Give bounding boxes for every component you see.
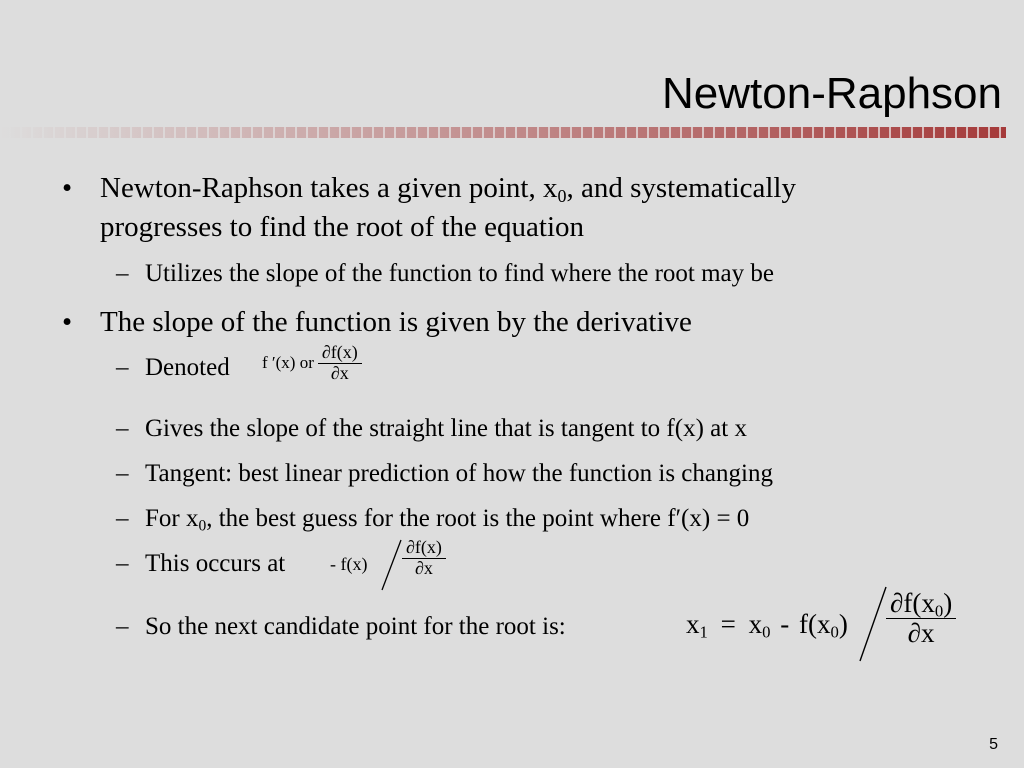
sub-bullet-3-text: Gives the slope of the straight line that is tangent to f(x) at x <box>145 415 747 442</box>
bullet-2-text: The slope of the function is given by the derivative <box>100 306 692 338</box>
step-fraction <box>402 538 446 578</box>
fraction-denominator: ∂x <box>330 362 349 383</box>
bullet-1-line-2: progresses to find the root of the equation <box>100 211 585 243</box>
update-fraction <box>886 589 956 648</box>
derivative-fraction <box>318 343 362 383</box>
sub-bullet-2-text: Denoted <box>145 354 230 381</box>
step-expression-prefix: - f(x) <box>330 554 368 574</box>
step-fraction-wrapper <box>402 538 446 578</box>
sub-bullet-marker: – <box>116 505 129 532</box>
slide-title: Newton-Raphson <box>662 69 1002 118</box>
fraction-denominator: ∂x <box>907 618 935 649</box>
sub-bullet-marker: – <box>116 354 129 381</box>
fraction-numerator: $\partial f(x_0)$ <box>886 589 956 619</box>
sub-bullet-marker: – <box>116 415 129 442</box>
sub-bullet-marker: – <box>116 260 129 287</box>
bullet-marker: • <box>62 306 73 338</box>
derivative-notation <box>262 343 362 383</box>
sub-bullet-marker: – <box>116 460 129 487</box>
sub-bullet-4-text: Tangent: best linear prediction of how the function is changing <box>145 460 773 487</box>
bullet-1-line-1: Newton-Raphson takes a given point, $x_0$, and systematically <box>100 172 796 207</box>
fraction-denominator: ∂x <box>414 557 433 578</box>
division-slash <box>856 585 890 665</box>
sub-bullet-6-text: This occurs at <box>145 550 286 577</box>
page-number: 5 <box>989 736 998 753</box>
newton-update-equation: $x_1 = x_0 - f(x_0)$ <box>686 609 848 642</box>
sub-bullet-marker: – <box>116 613 129 640</box>
update-fraction-wrapper <box>886 589 956 648</box>
fraction-numerator: ∂f(x) <box>318 343 362 364</box>
title-divider <box>0 127 1006 138</box>
derivative-prefix: f ′(x) or <box>262 352 314 372</box>
sub-bullet-marker: – <box>116 550 129 577</box>
sub-bullet-5-text: For $x_0$, the best guess for the root is the point where f′(x) = 0 <box>145 505 750 535</box>
sub-bullet-1-text: Utilizes the slope of the function to find where the root may be <box>145 260 774 287</box>
fraction-numerator: ∂f(x) <box>402 538 446 559</box>
sub-bullet-7-text: So the next candidate point for the root is: <box>145 613 566 640</box>
bullet-marker: • <box>62 172 73 204</box>
